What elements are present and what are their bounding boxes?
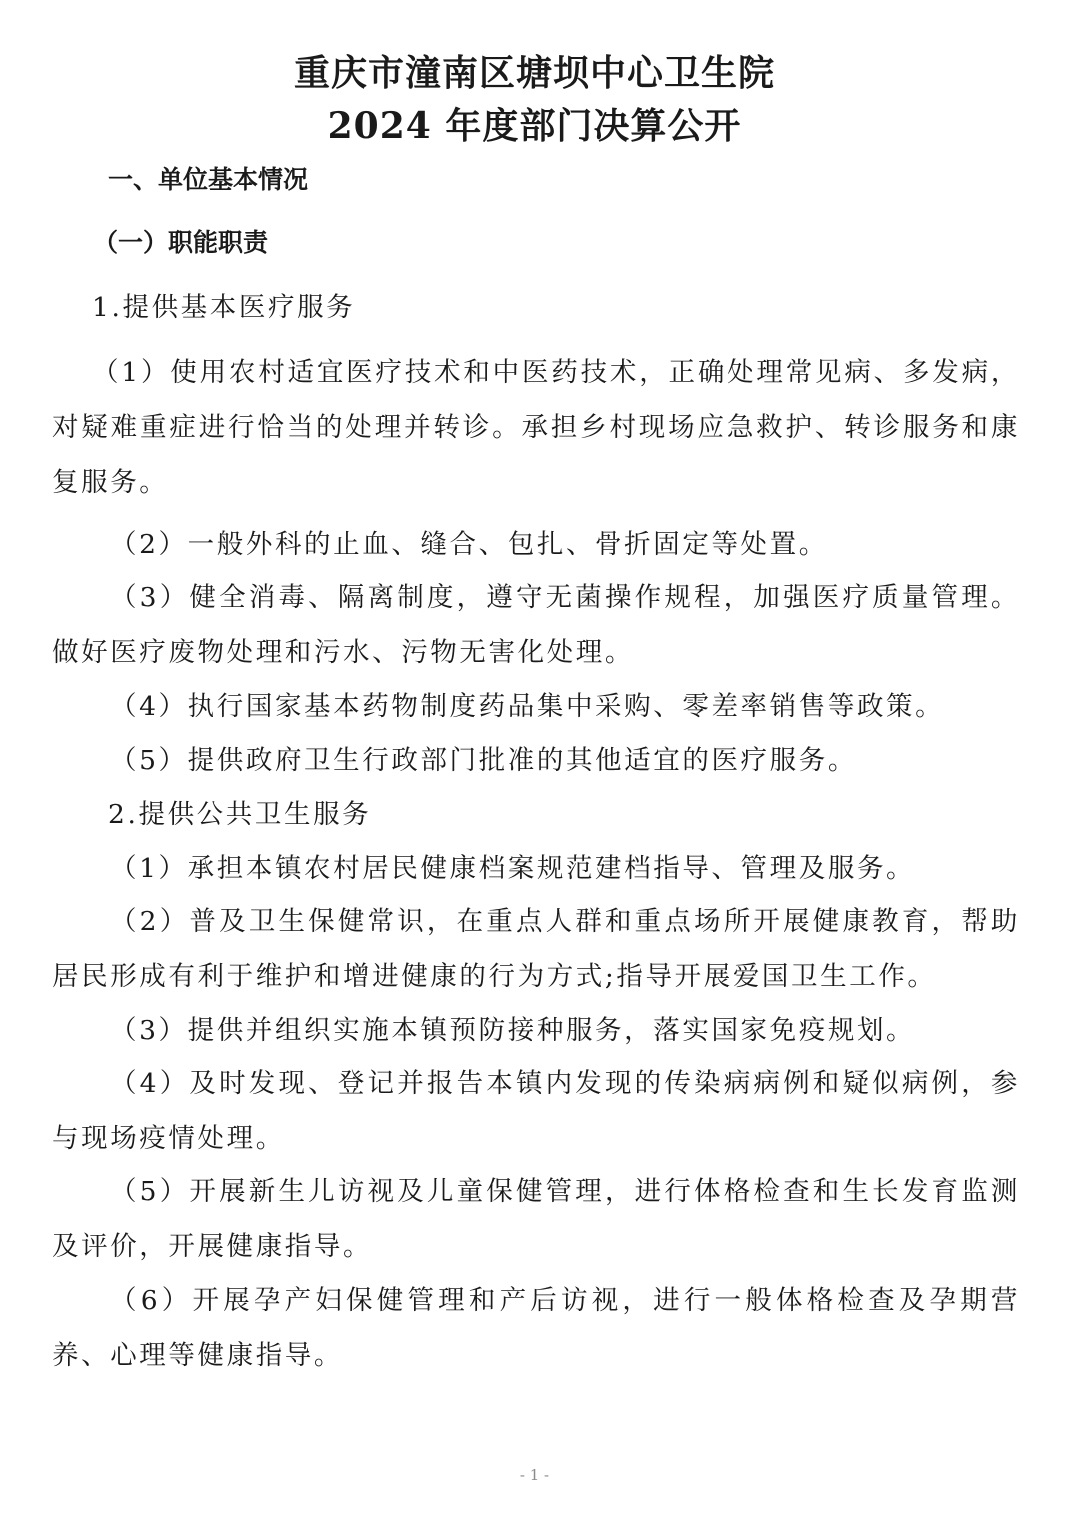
item2-paragraph-4: （4）及时发现、登记并报告本镇内发现的传染病病例和疑似病例，参与现场疫情处理。 <box>52 1068 1020 1154</box>
subsection-heading-functions: （一）职能职责 <box>93 228 269 257</box>
item2-paragraph-2: （2）普及卫生保健常识，在重点人群和重点场所开展健康教育，帮助居民形成有利于维护和增进健康的行为方式;指导开展爱国卫生工作。 <box>52 906 1020 992</box>
document-title-line2: 2024 年度部门决算公开 <box>327 105 742 147</box>
item2-heading: 2.提供公共卫生服务 <box>108 799 372 830</box>
item2-paragraph-6: （6）开展孕产妇保健管理和产后访视，进行一般体格检查及孕期营养、心理等健康指导。 <box>52 1285 1020 1371</box>
item1-paragraph-5: （5）提供政府卫生行政部门批准的其他适宜的医疗服务。 <box>110 745 857 776</box>
item1-paragraph-1: （1）使用农村适宜医疗技术和中医药技术，正确处理常见病、多发病，对疑难重症进行恰当的处理并转诊。承担乡村现场应急救护、转诊服务和康复服务。 <box>52 357 1020 498</box>
section-heading-basic-info: 一、单位基本情况 <box>108 165 309 194</box>
item1-paragraph-3: （3）健全消毒、隔离制度，遵守无菌操作规程，加强医疗质量管理。做好医疗废物处理和污水、污物无害化处理。 <box>52 582 1020 668</box>
item1-heading: 1.提供基本医疗服务 <box>92 292 356 323</box>
item1-paragraph-4: （4）执行国家基本药物制度药品集中采购、零差率销售等政策。 <box>110 691 945 722</box>
item2-paragraph-5: （5）开展新生儿访视及儿童保健管理，进行体格检查和生长发育监测及评价，开展健康指导。 <box>52 1176 1020 1262</box>
page-number: - 1 - <box>519 1466 550 1484</box>
item1-paragraph-2: （2）一般外科的止血、缝合、包扎、骨折固定等处置。 <box>110 529 828 560</box>
item2-paragraph-1: （1）承担本镇农村居民健康档案规范建档指导、管理及服务。 <box>110 853 916 884</box>
document-title-line1: 重庆市潼南区塘坝中心卫生院 <box>293 52 775 94</box>
item2-paragraph-3: （3）提供并组织实施本镇预防接种服务，落实国家免疫规划。 <box>110 1015 916 1046</box>
